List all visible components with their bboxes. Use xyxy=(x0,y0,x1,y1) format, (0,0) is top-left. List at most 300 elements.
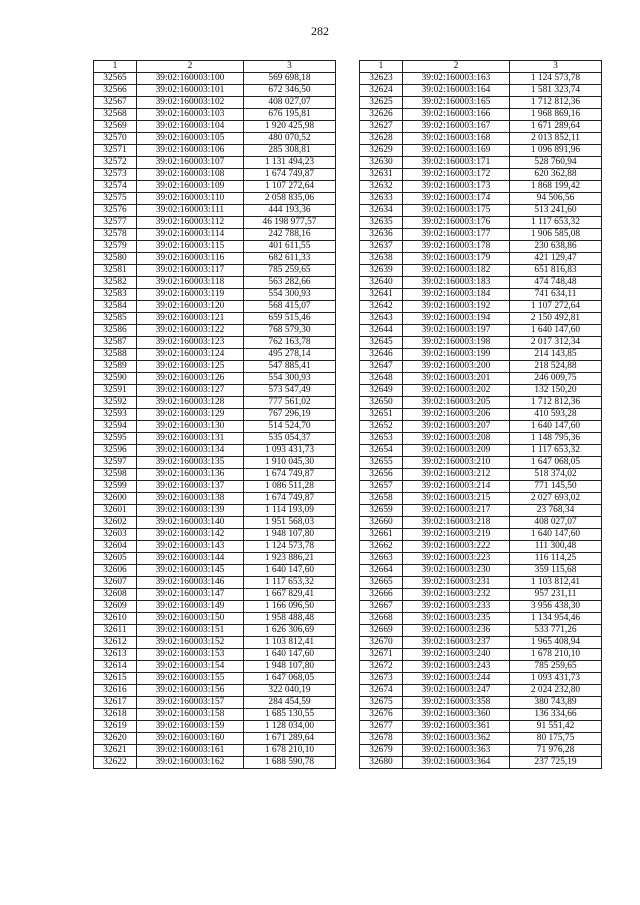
row-number-cell: 32675 xyxy=(360,697,403,709)
value-cell: 1 678 210,10 xyxy=(510,649,602,661)
row-number-cell: 32570 xyxy=(94,133,137,145)
cadastral-number-cell: 39:02:160003:158 xyxy=(137,709,244,721)
row-number-cell: 32645 xyxy=(360,337,403,349)
table-row xyxy=(360,709,602,721)
value-cell: 1 965 408,94 xyxy=(510,637,602,649)
row-number-cell: 32584 xyxy=(94,301,137,313)
page-number: 282 xyxy=(311,24,329,38)
cadastral-number-cell: 39:02:160003:183 xyxy=(403,277,510,289)
value-cell: 94 506,56 xyxy=(510,193,602,205)
value-cell: 1 671 289,64 xyxy=(244,733,336,745)
row-number-cell: 32673 xyxy=(360,673,403,685)
cadastral-number-cell: 39:02:160003:160 xyxy=(137,733,244,745)
row-number-cell: 32618 xyxy=(94,709,137,721)
value-cell: 741 634,11 xyxy=(510,289,602,301)
cadastral-number-cell: 39:02:160003:209 xyxy=(403,445,510,457)
cadastral-number-cell: 39:02:160003:197 xyxy=(403,325,510,337)
row-number-cell: 32571 xyxy=(94,145,137,157)
cadastral-number-cell: 39:02:160003:210 xyxy=(403,457,510,469)
value-cell: 1 671 289,64 xyxy=(510,121,602,133)
cadastral-number-cell: 39:02:160003:137 xyxy=(137,481,244,493)
value-cell: 1 951 568,03 xyxy=(244,517,336,529)
row-number-cell: 32664 xyxy=(360,565,403,577)
table-row xyxy=(360,637,602,649)
row-number-cell: 32593 xyxy=(94,409,137,421)
cadastral-number-cell: 39:02:160003:206 xyxy=(403,409,510,421)
cadastral-number-cell: 39:02:160003:136 xyxy=(137,469,244,481)
value-cell: 410 593,28 xyxy=(510,409,602,421)
row-number-cell: 32617 xyxy=(94,697,137,709)
row-number-cell: 32594 xyxy=(94,421,137,433)
table-row xyxy=(360,553,602,565)
table-row xyxy=(94,673,336,685)
value-cell: 1 134 954,46 xyxy=(510,613,602,625)
cadastral-number-cell: 39:02:160003:118 xyxy=(137,277,244,289)
table-row xyxy=(360,217,602,229)
cadastral-number-cell: 39:02:160003:153 xyxy=(137,649,244,661)
value-cell: 91 551,42 xyxy=(510,721,602,733)
cadastral-number-cell: 39:02:160003:167 xyxy=(403,121,510,133)
row-number-cell: 32587 xyxy=(94,337,137,349)
value-cell: 518 374,02 xyxy=(510,469,602,481)
cadastral-number-cell: 39:02:160003:223 xyxy=(403,553,510,565)
table-row xyxy=(360,445,602,457)
value-cell: 1 626 306,69 xyxy=(244,625,336,637)
cadastral-number-cell: 39:02:160003:121 xyxy=(137,313,244,325)
value-cell: 2 027 693,02 xyxy=(510,493,602,505)
value-cell: 116 114,25 xyxy=(510,553,602,565)
row-number-cell: 32651 xyxy=(360,409,403,421)
table-row xyxy=(94,97,336,109)
table-row xyxy=(360,265,602,277)
row-number-cell: 32603 xyxy=(94,529,137,541)
table-row xyxy=(94,625,336,637)
row-number-cell: 32583 xyxy=(94,289,137,301)
row-number-cell: 32577 xyxy=(94,217,137,229)
cadastral-number-cell: 39:02:160003:236 xyxy=(403,625,510,637)
value-cell: 230 638,86 xyxy=(510,241,602,253)
cadastral-number-cell: 39:02:160003:129 xyxy=(137,409,244,421)
value-cell: 1 948 107,80 xyxy=(244,529,336,541)
cadastral-number-cell: 39:02:160003:110 xyxy=(137,193,244,205)
row-number-cell: 32591 xyxy=(94,385,137,397)
row-number-cell: 32625 xyxy=(360,97,403,109)
table-row xyxy=(94,301,336,313)
row-number-cell: 32621 xyxy=(94,745,137,757)
row-number-cell: 32604 xyxy=(94,541,137,553)
value-cell: 1 640 147,60 xyxy=(244,649,336,661)
cadastral-number-cell: 39:02:160003:200 xyxy=(403,361,510,373)
row-number-cell: 32679 xyxy=(360,745,403,757)
table-row xyxy=(94,505,336,517)
table-row xyxy=(94,565,336,577)
table-row xyxy=(94,637,336,649)
row-number-cell: 32610 xyxy=(94,613,137,625)
value-cell: 2 013 852,11 xyxy=(510,133,602,145)
value-cell: 136 334,66 xyxy=(510,709,602,721)
cadastral-number-cell: 39:02:160003:233 xyxy=(403,601,510,613)
cadastral-number-cell: 39:02:160003:117 xyxy=(137,265,244,277)
row-number-cell: 32566 xyxy=(94,85,137,97)
row-number-cell: 32674 xyxy=(360,685,403,697)
row-number-cell: 32615 xyxy=(94,673,137,685)
value-cell: 242 788,16 xyxy=(244,229,336,241)
table-row xyxy=(94,577,336,589)
table-row xyxy=(94,589,336,601)
cadastral-number-cell: 39:02:160003:166 xyxy=(403,109,510,121)
table-row xyxy=(360,565,602,577)
cadastral-number-cell: 39:02:160003:175 xyxy=(403,205,510,217)
row-number-cell: 32667 xyxy=(360,601,403,613)
row-number-cell: 32595 xyxy=(94,433,137,445)
table-row xyxy=(94,649,336,661)
column-header: 1 xyxy=(94,61,137,73)
cadastral-number-cell: 39:02:160003:202 xyxy=(403,385,510,397)
cadastral-number-cell: 39:02:160003:125 xyxy=(137,361,244,373)
cadastral-number-cell: 39:02:160003:108 xyxy=(137,169,244,181)
cadastral-number-cell: 39:02:160003:205 xyxy=(403,397,510,409)
table-row xyxy=(360,361,602,373)
cadastral-number-cell: 39:02:160003:177 xyxy=(403,229,510,241)
row-number-cell: 32644 xyxy=(360,325,403,337)
cadastral-number-cell: 39:02:160003:104 xyxy=(137,121,244,133)
table-row xyxy=(360,541,602,553)
row-number-cell: 32638 xyxy=(360,253,403,265)
row-number-cell: 32643 xyxy=(360,313,403,325)
row-number-cell: 32680 xyxy=(360,757,403,769)
row-number-cell: 32579 xyxy=(94,241,137,253)
table-row xyxy=(360,457,602,469)
cadastral-number-cell: 39:02:160003:222 xyxy=(403,541,510,553)
row-number-cell: 32676 xyxy=(360,709,403,721)
row-number-cell: 32669 xyxy=(360,625,403,637)
table-row xyxy=(94,397,336,409)
value-cell: 285 308,81 xyxy=(244,145,336,157)
row-number-cell: 32576 xyxy=(94,205,137,217)
row-number-cell: 32678 xyxy=(360,733,403,745)
value-cell: 957 231,11 xyxy=(510,589,602,601)
value-cell: 1 712 812,36 xyxy=(510,97,602,109)
table-row xyxy=(360,601,602,613)
value-cell: 1 096 891,96 xyxy=(510,145,602,157)
cadastral-number-cell: 39:02:160003:112 xyxy=(137,217,244,229)
table-row xyxy=(94,277,336,289)
cadastral-number-cell: 39:02:160003:151 xyxy=(137,625,244,637)
table-row xyxy=(360,421,602,433)
row-number-cell: 32647 xyxy=(360,361,403,373)
value-cell: 777 561,02 xyxy=(244,397,336,409)
row-number-cell: 32650 xyxy=(360,397,403,409)
table-row xyxy=(360,685,602,697)
value-cell: 1 712 812,36 xyxy=(510,397,602,409)
row-number-cell: 32623 xyxy=(360,73,403,85)
row-number-cell: 32654 xyxy=(360,445,403,457)
value-cell: 1 868 199,42 xyxy=(510,181,602,193)
table-row xyxy=(360,493,602,505)
row-number-cell: 32627 xyxy=(360,121,403,133)
table-row xyxy=(94,409,336,421)
cadastral-number-cell: 39:02:160003:164 xyxy=(403,85,510,97)
row-number-cell: 32578 xyxy=(94,229,137,241)
cadastral-number-cell: 39:02:160003:131 xyxy=(137,433,244,445)
table-row xyxy=(360,301,602,313)
cadastral-number-cell: 39:02:160003:128 xyxy=(137,397,244,409)
cadastral-number-cell: 39:02:160003:100 xyxy=(137,73,244,85)
table-row xyxy=(94,421,336,433)
cadastral-number-cell: 39:02:160003:174 xyxy=(403,193,510,205)
value-cell: 1 647 068,05 xyxy=(510,457,602,469)
cadastral-number-cell: 39:02:160003:120 xyxy=(137,301,244,313)
cadastral-number-cell: 39:02:160003:165 xyxy=(403,97,510,109)
row-number-cell: 32568 xyxy=(94,109,137,121)
cadastral-number-cell: 39:02:160003:358 xyxy=(403,697,510,709)
cadastral-number-cell: 39:02:160003:106 xyxy=(137,145,244,157)
cadastral-number-cell: 39:02:160003:152 xyxy=(137,637,244,649)
row-number-cell: 32631 xyxy=(360,169,403,181)
row-number-cell: 32581 xyxy=(94,265,137,277)
row-number-cell: 32670 xyxy=(360,637,403,649)
row-number-cell: 32632 xyxy=(360,181,403,193)
cadastral-number-cell: 39:02:160003:109 xyxy=(137,181,244,193)
value-cell: 1 086 511,28 xyxy=(244,481,336,493)
table-row xyxy=(94,385,336,397)
value-cell: 514 524,70 xyxy=(244,421,336,433)
column-header: 3 xyxy=(244,61,336,73)
cadastral-number-cell: 39:02:160003:156 xyxy=(137,685,244,697)
value-cell: 547 885,41 xyxy=(244,361,336,373)
value-cell: 359 115,68 xyxy=(510,565,602,577)
row-number-cell: 32619 xyxy=(94,721,137,733)
row-number-cell: 32626 xyxy=(360,109,403,121)
cadastral-number-cell: 39:02:160003:171 xyxy=(403,157,510,169)
table-row xyxy=(94,757,336,769)
value-cell: 1 958 488,48 xyxy=(244,613,336,625)
cadastral-number-cell: 39:02:160003:140 xyxy=(137,517,244,529)
cadastral-number-cell: 39:02:160003:159 xyxy=(137,721,244,733)
table-row xyxy=(94,445,336,457)
row-number-cell: 32636 xyxy=(360,229,403,241)
table-row xyxy=(360,325,602,337)
row-number-cell: 32567 xyxy=(94,97,137,109)
row-number-cell: 32573 xyxy=(94,169,137,181)
table-row xyxy=(94,469,336,481)
cadastral-number-cell: 39:02:160003:198 xyxy=(403,337,510,349)
table-row xyxy=(94,121,336,133)
cadastral-number-cell: 39:02:160003:107 xyxy=(137,157,244,169)
value-cell: 1 640 147,60 xyxy=(244,565,336,577)
row-number-cell: 32574 xyxy=(94,181,137,193)
value-cell: 651 816,83 xyxy=(510,265,602,277)
cadastral-number-cell: 39:02:160003:361 xyxy=(403,721,510,733)
table-row xyxy=(94,229,336,241)
table-row xyxy=(360,529,602,541)
cadastral-number-cell: 39:02:160003:215 xyxy=(403,493,510,505)
row-number-cell: 32634 xyxy=(360,205,403,217)
cadastral-number-cell: 39:02:160003:149 xyxy=(137,601,244,613)
row-number-cell: 32606 xyxy=(94,565,137,577)
table-row xyxy=(360,733,602,745)
table-row xyxy=(94,313,336,325)
table-row xyxy=(360,469,602,481)
cadastral-number-cell: 39:02:160003:184 xyxy=(403,289,510,301)
column-header: 3 xyxy=(510,61,602,73)
cadastral-number-cell: 39:02:160003:162 xyxy=(137,757,244,769)
cadastral-number-cell: 39:02:160003:130 xyxy=(137,421,244,433)
row-number-cell: 32602 xyxy=(94,517,137,529)
table-row xyxy=(94,133,336,145)
value-cell: 1 093 431,73 xyxy=(244,445,336,457)
cadastral-number-cell: 39:02:160003:247 xyxy=(403,685,510,697)
cadastral-number-cell: 39:02:160003:114 xyxy=(137,229,244,241)
cadastral-number-cell: 39:02:160003:230 xyxy=(403,565,510,577)
table-row xyxy=(360,169,602,181)
row-number-cell: 32608 xyxy=(94,589,137,601)
table-row xyxy=(360,289,602,301)
table-row xyxy=(94,457,336,469)
row-number-cell: 32659 xyxy=(360,505,403,517)
table-row xyxy=(94,733,336,745)
row-number-cell: 32629 xyxy=(360,145,403,157)
value-cell: 533 771,26 xyxy=(510,625,602,637)
value-cell: 528 760,94 xyxy=(510,157,602,169)
value-cell: 46 198 977,57 xyxy=(244,217,336,229)
value-cell: 2 058 835,06 xyxy=(244,193,336,205)
cadastral-number-cell: 39:02:160003:150 xyxy=(137,613,244,625)
registry-table-left xyxy=(93,60,336,769)
cadastral-number-cell: 39:02:160003:119 xyxy=(137,289,244,301)
table-row xyxy=(360,133,602,145)
table-row xyxy=(94,517,336,529)
row-number-cell: 32630 xyxy=(360,157,403,169)
value-cell: 80 175,75 xyxy=(510,733,602,745)
table-row xyxy=(94,493,336,505)
column-header: 1 xyxy=(360,61,403,73)
cadastral-number-cell: 39:02:160003:115 xyxy=(137,241,244,253)
value-cell: 2 150 492,81 xyxy=(510,313,602,325)
cadastral-number-cell: 39:02:160003:102 xyxy=(137,97,244,109)
table-row xyxy=(360,397,602,409)
row-number-cell: 32671 xyxy=(360,649,403,661)
row-number-cell: 32611 xyxy=(94,625,137,637)
table-row xyxy=(94,205,336,217)
row-number-cell: 32601 xyxy=(94,505,137,517)
table-row xyxy=(360,589,602,601)
registry-table-right xyxy=(359,60,602,769)
cadastral-number-cell: 39:02:160003:182 xyxy=(403,265,510,277)
table-row xyxy=(94,289,336,301)
cadastral-number-cell: 39:02:160003:178 xyxy=(403,241,510,253)
cadastral-number-cell: 39:02:160003:243 xyxy=(403,661,510,673)
value-cell: 1 117 653,32 xyxy=(244,577,336,589)
cadastral-number-cell: 39:02:160003:124 xyxy=(137,349,244,361)
cadastral-number-cell: 39:02:160003:172 xyxy=(403,169,510,181)
value-cell: 1 148 795,36 xyxy=(510,433,602,445)
value-cell: 1 667 829,41 xyxy=(244,589,336,601)
value-cell: 408 027,07 xyxy=(510,517,602,529)
value-cell: 1 674 749,87 xyxy=(244,469,336,481)
table-row xyxy=(94,481,336,493)
value-cell: 1 678 210,10 xyxy=(244,745,336,757)
value-cell: 1 114 193,09 xyxy=(244,505,336,517)
table-row xyxy=(94,109,336,121)
table-row xyxy=(94,193,336,205)
row-number-cell: 32677 xyxy=(360,721,403,733)
cadastral-number-cell: 39:02:160003:146 xyxy=(137,577,244,589)
table-row xyxy=(94,433,336,445)
cadastral-number-cell: 39:02:160003:145 xyxy=(137,565,244,577)
cadastral-number-cell: 39:02:160003:237 xyxy=(403,637,510,649)
row-number-cell: 32605 xyxy=(94,553,137,565)
row-number-cell: 32657 xyxy=(360,481,403,493)
cadastral-number-cell: 39:02:160003:103 xyxy=(137,109,244,121)
cadastral-number-cell: 39:02:160003:139 xyxy=(137,505,244,517)
value-cell: 569 698,18 xyxy=(244,73,336,85)
cadastral-number-cell: 39:02:160003:208 xyxy=(403,433,510,445)
row-number-cell: 32572 xyxy=(94,157,137,169)
cadastral-number-cell: 39:02:160003:111 xyxy=(137,205,244,217)
value-cell: 1 910 045,30 xyxy=(244,457,336,469)
row-number-cell: 32612 xyxy=(94,637,137,649)
value-cell: 682 611,33 xyxy=(244,253,336,265)
row-number-cell: 32575 xyxy=(94,193,137,205)
table-row xyxy=(360,109,602,121)
cadastral-number-cell: 39:02:160003:127 xyxy=(137,385,244,397)
value-cell: 480 070,52 xyxy=(244,133,336,145)
cadastral-number-cell: 39:02:160003:105 xyxy=(137,133,244,145)
table-row xyxy=(360,433,602,445)
value-cell: 111 300,48 xyxy=(510,541,602,553)
value-cell: 1 920 425,98 xyxy=(244,121,336,133)
value-cell: 659 515,46 xyxy=(244,313,336,325)
row-number-cell: 32598 xyxy=(94,469,137,481)
cadastral-number-cell: 39:02:160003:231 xyxy=(403,577,510,589)
cadastral-number-cell: 39:02:160003:101 xyxy=(137,85,244,97)
row-number-cell: 32649 xyxy=(360,385,403,397)
table-row xyxy=(360,409,602,421)
table-row xyxy=(94,145,336,157)
value-cell: 1 117 653,32 xyxy=(510,217,602,229)
value-cell: 1 107 272,64 xyxy=(510,301,602,313)
row-number-cell: 32607 xyxy=(94,577,137,589)
row-number-cell: 32589 xyxy=(94,361,137,373)
value-cell: 23 768,34 xyxy=(510,505,602,517)
table-row xyxy=(94,601,336,613)
value-cell: 408 027,07 xyxy=(244,97,336,109)
value-cell: 1 674 749,87 xyxy=(244,493,336,505)
row-number-cell: 32596 xyxy=(94,445,137,457)
cadastral-number-cell: 39:02:160003:135 xyxy=(137,457,244,469)
table-row xyxy=(94,361,336,373)
row-number-cell: 32620 xyxy=(94,733,137,745)
value-cell: 495 278,14 xyxy=(244,349,336,361)
value-cell: 474 748,48 xyxy=(510,277,602,289)
table-row xyxy=(94,613,336,625)
table-row xyxy=(94,169,336,181)
value-cell: 771 145,50 xyxy=(510,481,602,493)
row-number-cell: 32586 xyxy=(94,325,137,337)
row-number-cell: 32641 xyxy=(360,289,403,301)
table-row xyxy=(360,313,602,325)
cadastral-number-cell: 39:02:160003:155 xyxy=(137,673,244,685)
value-cell: 568 415,07 xyxy=(244,301,336,313)
value-cell: 1 640 147,60 xyxy=(510,325,602,337)
table-row xyxy=(94,253,336,265)
cadastral-number-cell: 39:02:160003:126 xyxy=(137,373,244,385)
table-row xyxy=(360,385,602,397)
cadastral-number-cell: 39:02:160003:163 xyxy=(403,73,510,85)
table-row xyxy=(94,529,336,541)
cadastral-number-cell: 39:02:160003:179 xyxy=(403,253,510,265)
